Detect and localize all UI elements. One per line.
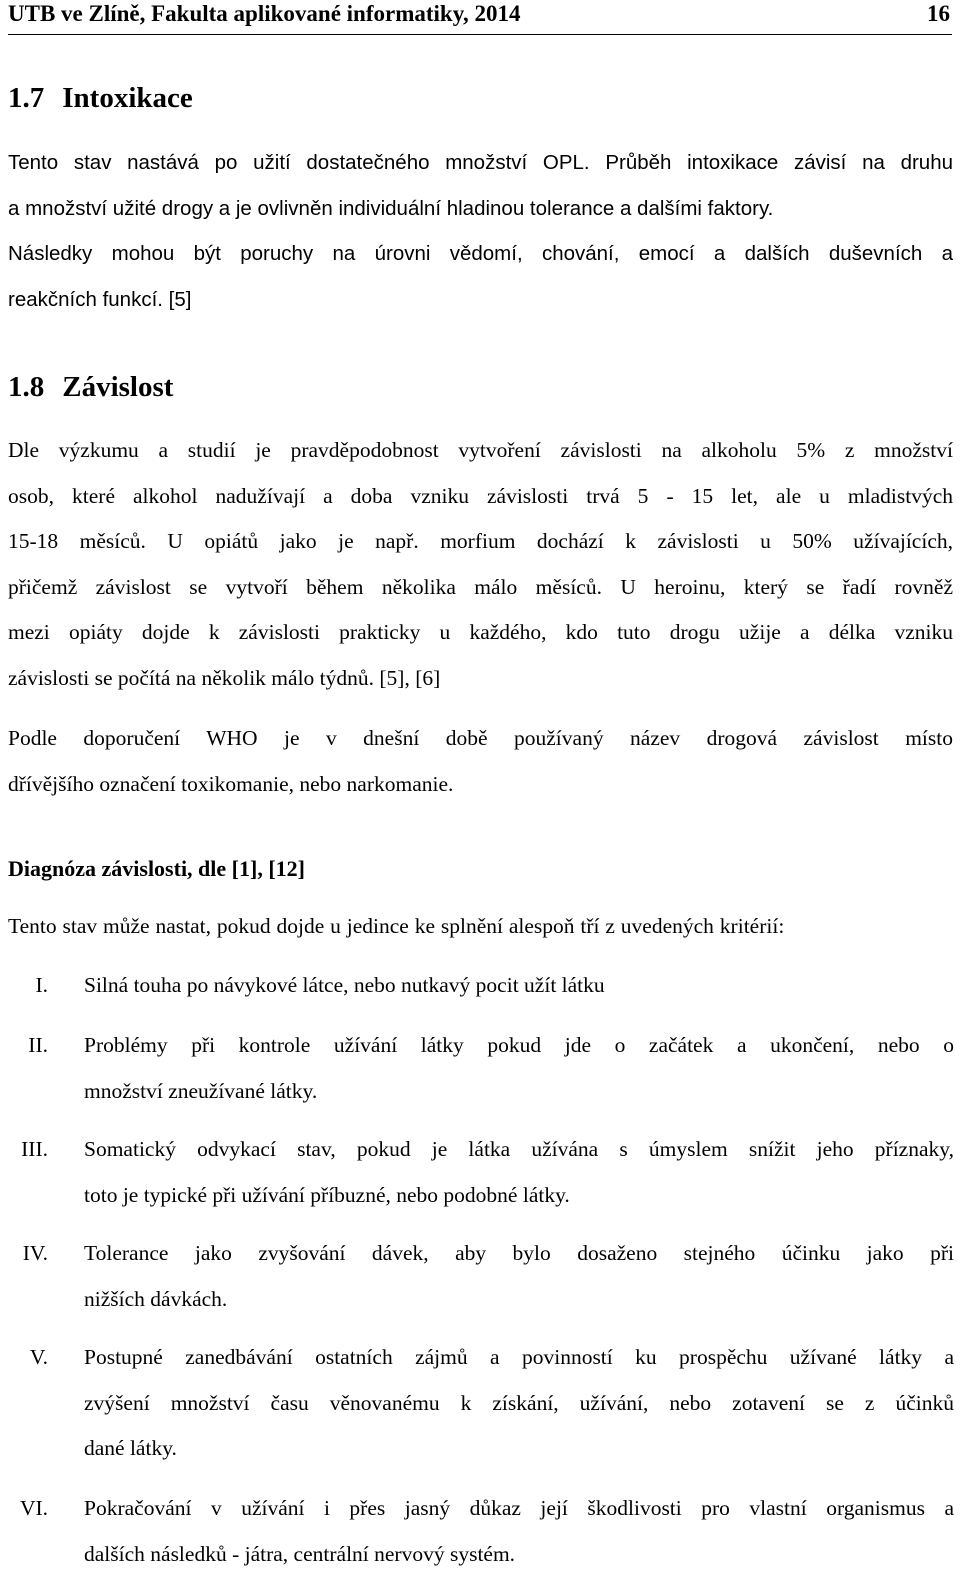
text-line: Tolerance jako zvyšování dávek, aby bylo dosaženo stejného účinku jako při	[84, 1231, 954, 1277]
text-line: 15-18 měsíců. U opiátů jako je např. morfium dochází k závislosti u 50% užívajících,	[8, 519, 953, 565]
text-line: a množství užité drogy a je ovlivněn individuální hladinou tolerance a dalšími faktory.	[8, 186, 953, 232]
criterion-text	[84, 1335, 954, 1472]
text-line: osob, které alkohol nadužívají a doba vzniku závislosti trvá 5 - 15 let, ale u mladistvých	[8, 474, 953, 520]
text-line: mezi opiáty dojde k závislosti prakticky u každého, kdo tuto drogu užije a délka vzniku	[8, 610, 953, 656]
section-title: Intoxikace	[62, 82, 193, 114]
text-line: zvýšení množství času věnovanému k získání, užívání, nebo zotavení se z účinků	[84, 1381, 954, 1427]
text-line: přičemž závislost se vytvoří během několika málo měsíců. U heroinu, který se řadí rovněž	[8, 565, 953, 611]
text-line: Následky mohou být poruchy na úrovni vědomí, chování, emocí a dalších duševních a	[8, 231, 953, 277]
diagnosis-heading: Diagnóza závislosti, dle [1], [12]	[8, 855, 305, 883]
paragraph-zavislost-2	[8, 716, 953, 807]
paragraph-intoxikace	[8, 140, 953, 322]
text-line: dalších následků - játra, centrální nervový systém.	[84, 1532, 954, 1577]
section-number: 1.7	[8, 82, 44, 114]
text-line: Problémy při kontrole užívání látky pokud jde o začátek a ukončení, nebo o	[84, 1023, 954, 1069]
text-line: závislosti se počítá na několik málo týdnů. [5], [6]	[8, 656, 953, 702]
section-heading-1-8	[8, 370, 173, 404]
criterion-numeral: VI.	[0, 1486, 48, 1532]
page-header	[8, 0, 952, 35]
criterion-text	[84, 1231, 954, 1322]
header-title: UTB ve Zlíně, Fakulta aplikované informatiky, 2014	[8, 1, 520, 27]
diagnosis-intro	[8, 904, 953, 950]
text-line: reakčních funkcí. [5]	[8, 277, 953, 323]
text-line: dané látky.	[84, 1426, 954, 1472]
text-line: Somatický odvykací stav, pokud je látka užívána s úmyslem snížit jeho příznaky,	[84, 1127, 954, 1173]
text-line: Tento stav může nastat, pokud dojde u jedince ke splnění alespoň tří z uvedených kritérií:	[8, 904, 953, 950]
text-line: nižších dávkách.	[84, 1277, 954, 1323]
section-number: 1.8	[8, 371, 44, 403]
text-line: Pokračování v užívání i přes jasný důkaz její škodlivosti pro vlastní organismus a	[84, 1486, 954, 1532]
text-line: dřívějšího označení toxikomanie, nebo narkomanie.	[8, 762, 953, 808]
criterion-text	[84, 1023, 954, 1114]
section-heading-1-7	[8, 81, 193, 115]
page-number: 16	[927, 1, 950, 27]
criterion-text	[84, 1486, 954, 1577]
section-title: Závislost	[62, 371, 173, 403]
text-line: toto je typické při užívání příbuzné, nebo podobné látky.	[84, 1173, 954, 1219]
criterion-numeral: II.	[0, 1023, 48, 1069]
criterion-text	[84, 963, 954, 1009]
text-line: množství zneužívané látky.	[84, 1069, 954, 1115]
text-line: Podle doporučení WHO je v dnešní době používaný název drogová závislost místo	[8, 716, 953, 762]
text-line: Postupné zanedbávání ostatních zájmů a povinností ku prospěchu užívané látky a	[84, 1335, 954, 1381]
criterion-numeral: III.	[0, 1127, 48, 1173]
criterion-text	[84, 1127, 954, 1218]
text-line: Silná touha po návykové látce, nebo nutkavý pocit užít látku	[84, 963, 954, 1009]
text-line: Tento stav nastává po užití dostatečného množství OPL. Průběh intoxikace závisí na druhu	[8, 140, 953, 186]
criterion-numeral: I.	[0, 963, 48, 1009]
criterion-numeral: IV.	[0, 1231, 48, 1277]
text-line: Dle výzkumu a studií je pravděpodobnost vytvoření závislosti na alkoholu 5% z množství	[8, 428, 953, 474]
criterion-numeral: V.	[0, 1335, 48, 1381]
paragraph-zavislost-1	[8, 428, 953, 701]
